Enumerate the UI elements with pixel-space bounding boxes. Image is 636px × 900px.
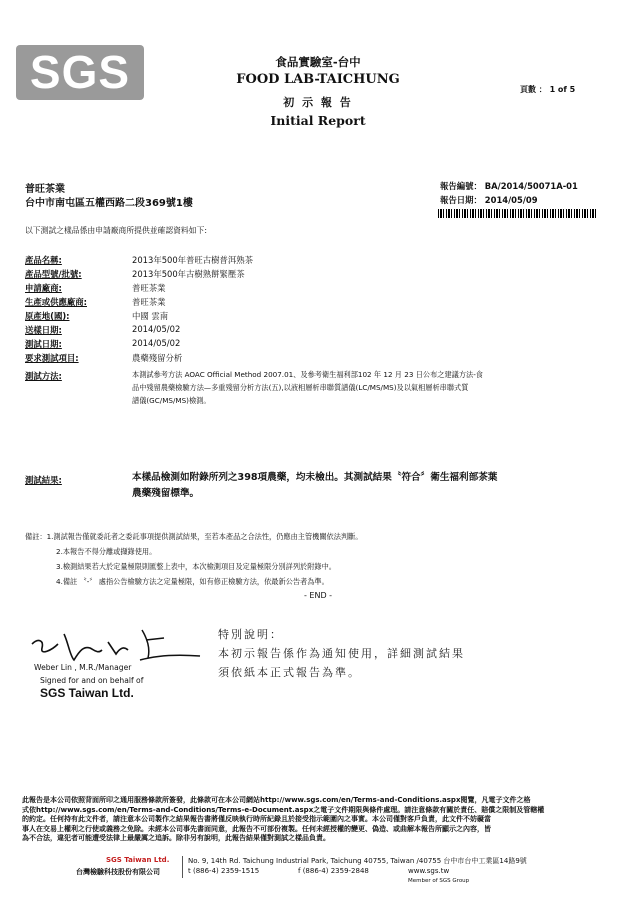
method-line: 譜儀(GC/MS/MS)檢測。 [132, 396, 211, 405]
field-value: 中國 雲南 [132, 311, 169, 321]
footer-address: No. 9, 14th Rd. Taichung Industrial Park, Taichung 40755, Taiwan /40755 台中市台中工業區14路9號 [188, 857, 527, 865]
note-line: 4.備註 〝-〞 處指公告檢驗方法之定量極限，如有修正檢驗方法，依最新公告者為準。 [56, 577, 329, 586]
report-date: 報告日期： 2014/05/09 [440, 195, 538, 205]
note-line: 2.本報告不得分離或擷錄使用。 [56, 547, 157, 556]
footer-company-zh: 台灣檢驗科技股份有限公司 [76, 868, 160, 876]
field-value: 2013年500年普旺古樹普洱熟茶 [132, 255, 254, 265]
disclaimer [22, 796, 622, 844]
title-en: FOOD LAB-TAICHUNG [236, 72, 400, 87]
field-value: 2014/05/02 [132, 338, 181, 348]
disclaimer-line: 式依http://www.sgs.com/en/Terms-and-Conditions/Terms-e-Document.aspx之電子文件期限與條件處理。請注意條款有關於責任、賠償之限制及管轄權 [22, 805, 545, 814]
field-label: 產品型號/批號: [25, 269, 82, 279]
special-note-line: 本初示報告係作為通知使用，詳細測試結果 [218, 647, 465, 660]
footer-divider [182, 856, 183, 878]
method-line: 本測試參考方法 AOAC Official Method 2007.01、及參考衛生福利部102 年 12 月 23 日公布之建議方法-食 [132, 370, 483, 379]
special-note-line: 須依紙本正式報告為準。 [218, 666, 361, 679]
field-label: 要求測試項目: [25, 353, 79, 363]
intro-text: 以下測試之樣品係由申請廠商所提供並確認資料如下: [25, 226, 207, 235]
subtitle-zh: 初 示 報 告 [283, 96, 353, 109]
client-address: 台中市南屯區五權西路二段369號1樓 [25, 198, 193, 209]
footer-company-en: SGS Taiwan Ltd. [106, 856, 170, 864]
field-label: 原產地(國): [25, 311, 70, 321]
field-value: 普旺茶業 [132, 283, 166, 293]
subtitle-en: Initial Report [270, 113, 366, 128]
field-label: 送樣日期: [25, 325, 62, 335]
signed-on-behalf: Signed for and on behalf of [40, 676, 144, 685]
result-line: 農藥殘留標準。 [132, 488, 200, 499]
client-name: 普旺茶業 [25, 184, 65, 195]
result-line: 本樣品檢測如附錄所列之398項農藥，均未檢出。其測試結果〝符合〞衛生福利部茶葉 [132, 472, 498, 483]
disclaimer-line: 為不合法，違犯者可能遭受法律上最嚴厲之追訴。除非另有說明，此報告結果僅對測試之樣品負責。 [22, 834, 330, 843]
note-line: 3.檢測結果若大於定量極限則匯整上表中，本次檢測項目及定量極限分別詳列於附錄中。 [56, 562, 336, 571]
footer-web: www.sgs.tw [408, 867, 450, 875]
method-line: 品中殘留農藥檢驗方法—多重殘留分析方法(五),以液相層析串聯質譜儀(LC/MS/MS)及以氣相層析串聯式質 [132, 383, 469, 392]
barcode [438, 209, 598, 218]
field-value: 2013年500年古樹熟餅緊壓茶 [132, 269, 245, 279]
field-label: 測試日期: [25, 339, 62, 349]
sgs-logo: SGS [16, 45, 144, 100]
result-label: 測試結果: [25, 475, 62, 485]
field-value: 2014/05/02 [132, 324, 181, 334]
signer-company: SGS Taiwan Ltd. [40, 686, 134, 700]
signer-name: Weber Lin , M.R./Manager [34, 663, 132, 672]
footer-tel: t (886-4) 2359-1515 [188, 867, 260, 875]
field-value: 農藥殘留分析 [132, 353, 183, 363]
method-label: 測試方法: [25, 371, 62, 381]
signature-graphic [24, 620, 214, 666]
note-line: 備註：1.測試報告僅就委託者之委託事項提供測試結果，至若本產品之合法性，仍應由主管機關依法判斷。 [25, 532, 363, 541]
disclaimer-line: 的約定。任何持有此文件者，請注意本公司製作之結果報告書將僅反映執行時所紀錄且於接受指示範圍內之事實。本公司僅對客戶負責，此文件不妨礙當 [22, 815, 491, 824]
field-label: 產品名稱: [25, 255, 62, 265]
field-value: 普旺茶業 [132, 297, 166, 307]
page-number: 頁數 ： 1 of 5 [520, 85, 576, 94]
special-note-title: 特別說明： [218, 628, 283, 641]
result-text [132, 470, 612, 502]
title-zh: 食品實驗室-台中 [275, 55, 361, 69]
report-number: 報告編號： BA/2014/50071A-01 [440, 181, 578, 191]
disclaimer-line: 此報告是本公司依照背面所印之通用服務條款所簽發，此條款可在本公司網站http://www.sgs.com/en/Terms-and-Conditions.aspx閱覽，凡電子文件之格 [22, 796, 531, 804]
end-marker: - END - [303, 591, 333, 600]
field-label: 申請廠商: [25, 283, 62, 293]
field-label: 生產或供應廠商: [25, 297, 87, 307]
footer-member: Member of SGS Group [408, 878, 470, 884]
footer-fax: f (886-4) 2359-2848 [298, 867, 369, 875]
disclaimer-line: 事人在交易上權利之行使或義務之免除。未經本公司事先書面同意，此報告不可部份複製。任何未經授權的變更、偽造、或曲解本報告所顯示之內容，皆 [22, 824, 491, 833]
method-text [132, 368, 612, 407]
